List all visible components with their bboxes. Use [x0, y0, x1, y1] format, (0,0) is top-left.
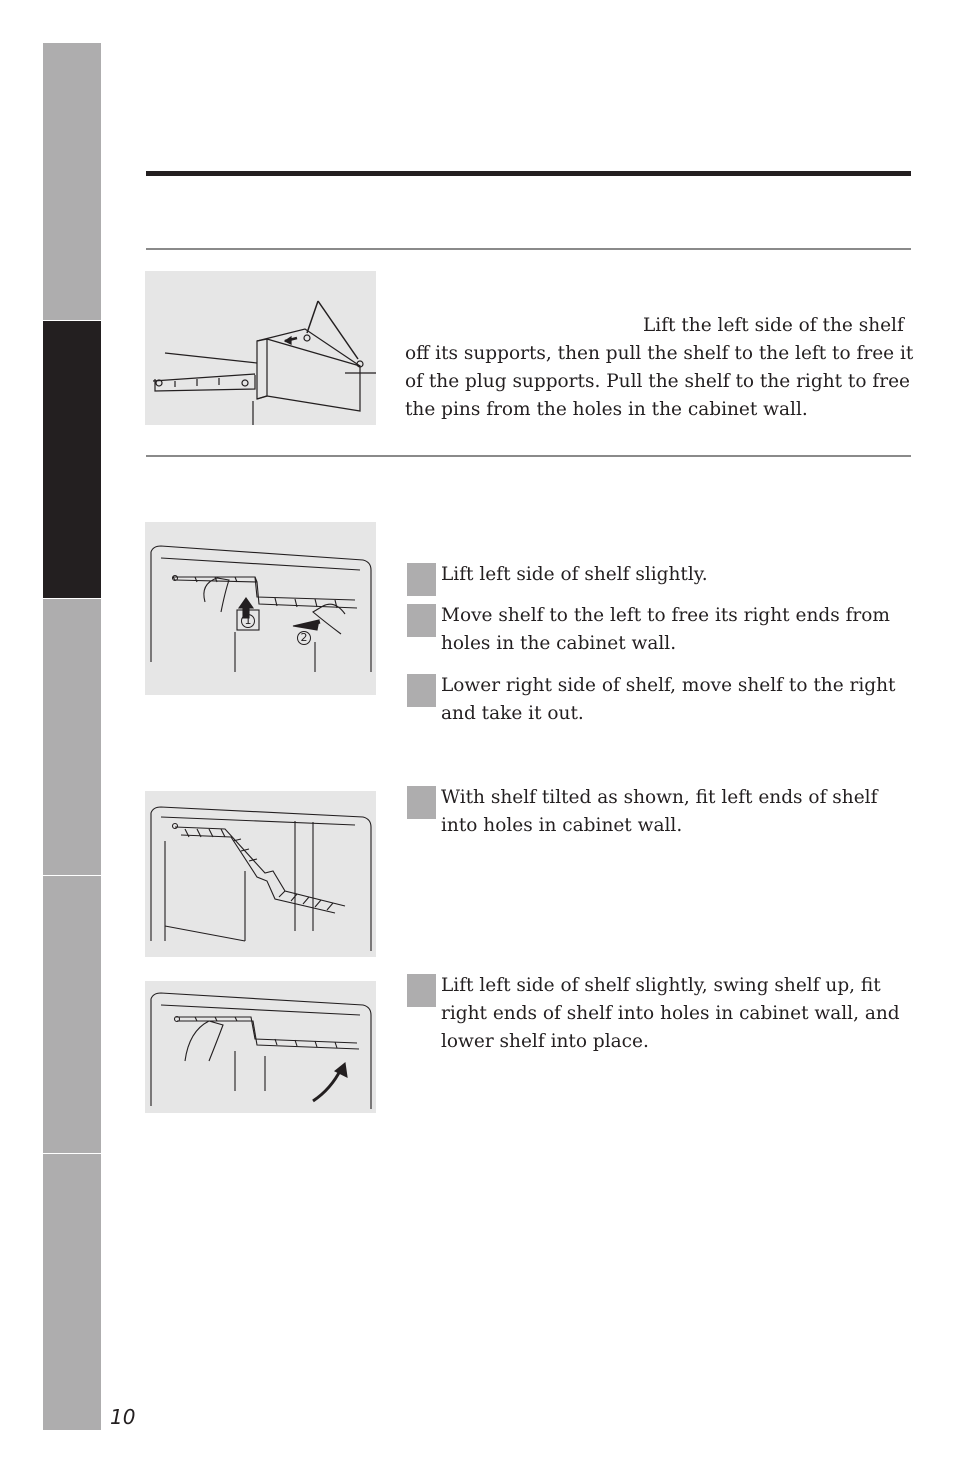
step-3-marker: [407, 674, 436, 707]
step-4-text: With shelf tilted as shown, fit left ends of shelf into holes in cabinet wall.: [441, 787, 878, 836]
side-tab-1: [43, 43, 101, 321]
step-2-text: Move shelf to the left to free its right ends from holes in the cabinet wall.: [441, 605, 890, 654]
step-5-text: Lift left side of shelf slightly, swing shelf up, fit right ends of shelf into holes in cabinet wall, and lower shelf into place.: [441, 975, 900, 1052]
step-1-marker: [407, 563, 436, 596]
side-tab-4: [43, 876, 101, 1154]
page-number: 10: [110, 1405, 136, 1429]
section-divider-1: [146, 248, 911, 250]
figure-shelf-supports: [145, 271, 376, 425]
removal-instructions: Lift the left side of the shelf off its supports, then pull the shelf to the left to free it of the plug supports. Pull the shelf to the right to free the pins from the holes in the cabinet wall.: [405, 315, 914, 420]
step-4-marker: [407, 786, 436, 819]
side-tab-2-active: [43, 321, 101, 599]
header-rule: [146, 171, 911, 176]
callout-2-label: 2: [297, 631, 311, 645]
figure-shelf-tilted: [145, 791, 376, 957]
side-tab-3: [43, 599, 101, 876]
step-2-marker: [407, 604, 436, 637]
callout-1-label: 1: [241, 614, 255, 628]
figure-shelf-removal: [145, 522, 376, 695]
step-3-text: Lower right side of shelf, move shelf to the right and take it out.: [441, 675, 896, 724]
side-tab-5: [43, 1154, 101, 1431]
step-5-marker: [407, 974, 436, 1007]
section-divider-2: [146, 455, 911, 457]
figure-shelf-install: [145, 981, 376, 1113]
step-1-text: Lift left side of shelf slightly.: [441, 564, 708, 585]
